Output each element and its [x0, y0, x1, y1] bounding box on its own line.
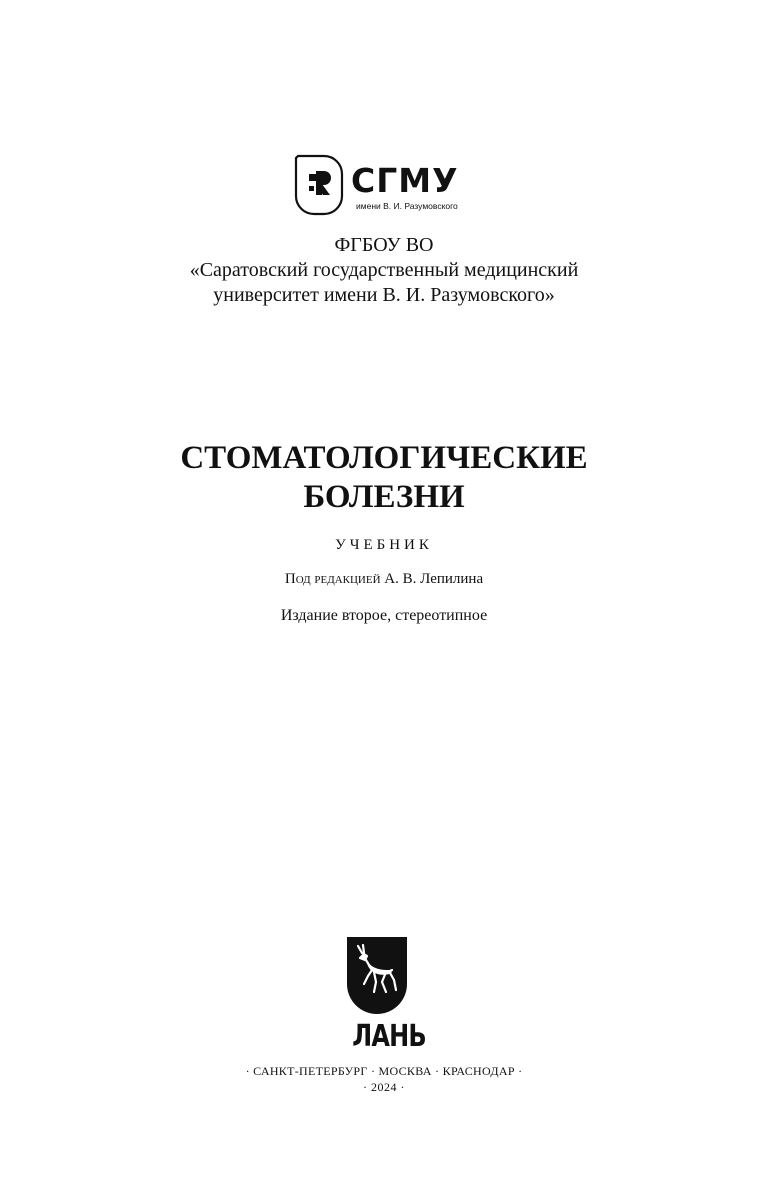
sgmu-emblem-icon [294, 154, 344, 216]
publication-year: · 2024 · [363, 1080, 405, 1094]
editor-line [0, 571, 768, 588]
book-title-line-1: СТОМАТОЛОГИЧЕСКИЕ [180, 440, 588, 476]
edition-note: Издание второе, стереотипное [280, 607, 488, 624]
doe-emblem-icon [346, 936, 408, 1016]
university-logo [294, 154, 474, 218]
book-title-line-2: БОЛЕЗНИ [303, 479, 465, 515]
book-type: УЧЕБНИК [335, 537, 433, 553]
editor-prefix: Под редакцией [284, 571, 381, 587]
publisher-logo [346, 936, 426, 1060]
university-named-after: имени В. И. Разумовского [356, 201, 458, 211]
organization-line-1: ФГБОУ ВО [334, 234, 434, 256]
organization-line-3: университет имени В. И. Разумовского» [213, 284, 555, 306]
editor-name: А. В. Лепилина [384, 571, 484, 587]
publisher-name: ЛАНЬ [352, 1019, 426, 1054]
university-abbreviation: СГМУ [351, 161, 459, 200]
organization-line-2: «Саратовский государственный медицинский [189, 259, 579, 281]
publisher-cities: · САНКТ-ПЕТЕРБУРГ · МОСКВА · КРАСНОДАР · [245, 1064, 523, 1078]
